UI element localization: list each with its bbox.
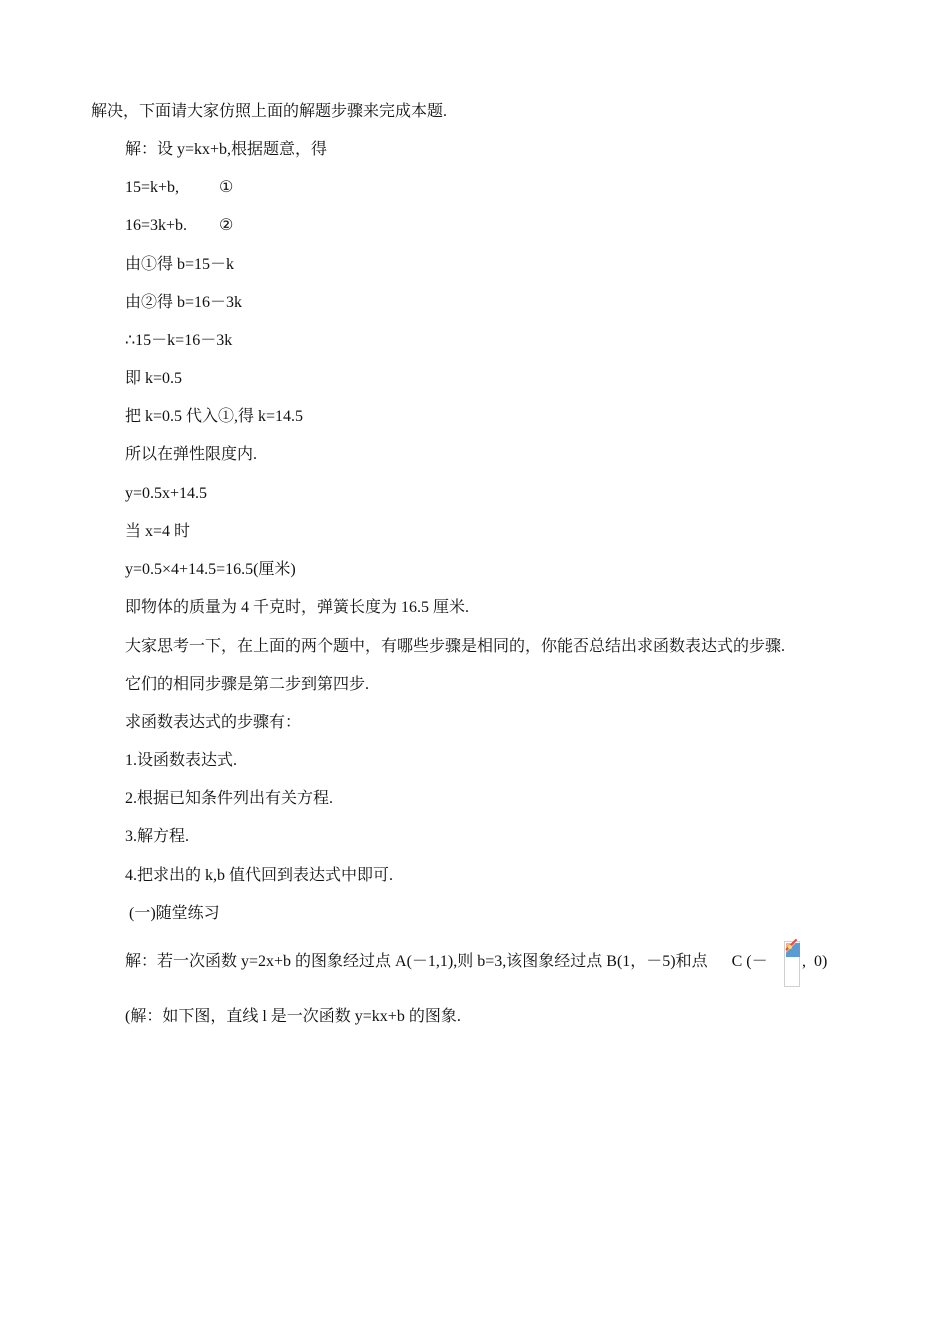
text-line-5: 由①得 b=15－k bbox=[125, 256, 235, 273]
text-line-8: 即 k=0.5 bbox=[125, 370, 183, 387]
text-line-6: 由②得 b=16－3k bbox=[125, 294, 243, 311]
broken-image-icon bbox=[786, 943, 800, 957]
equation-1: 15=k+b, ① bbox=[125, 179, 234, 196]
text-line-16: 它们的相同步骤是第二步到第四步. bbox=[125, 676, 370, 693]
image-placeholder-icon bbox=[784, 941, 800, 987]
text-line-12: 当 x=4 时 bbox=[125, 523, 191, 540]
text-line-10: 所以在弹性限度内. bbox=[125, 446, 258, 463]
text-line-7: ∴15－k=16－3k bbox=[125, 332, 233, 349]
text-line-15: 大家思考一下，在上面的两个题中，有哪些步骤是相同的，你能否总结出求函数表达式的步骤. bbox=[125, 638, 786, 655]
text-line-1: 解决，下面请大家仿照上面的解题步骤来完成本题. bbox=[91, 103, 448, 120]
text-line-11: y=0.5x+14.5 bbox=[125, 485, 208, 502]
text-line-2: 解：设 y=kx+b,根据题意，得 bbox=[125, 141, 328, 158]
step-4: 4.把求出的 k,b 值代回到表达式中即可. bbox=[125, 867, 394, 884]
text-line-14: 即物体的质量为 4 千克时，弹簧长度为 16.5 厘米. bbox=[125, 599, 470, 616]
text-line-9: 把 k=0.5 代入①,得 k=14.5 bbox=[125, 408, 304, 425]
exercise-line-end: , 0) bbox=[802, 953, 828, 970]
text-line-17: 求函数表达式的步骤有： bbox=[125, 714, 302, 731]
step-1: 1.设函数表达式. bbox=[125, 752, 238, 769]
text-line-last: (解：如下图，直线 l 是一次函数 y=kx+b 的图象. bbox=[125, 1008, 461, 1025]
step-2: 2.根据已知条件列出有关方程. bbox=[125, 790, 334, 807]
section-heading: (一)随堂练习 bbox=[125, 905, 220, 922]
equation-2: 16=3k+b. ② bbox=[125, 217, 234, 234]
exercise-line: 解：若一次函数 y=2x+b 的图象经过点 A(－1,1),则 b=3,该图象经过点 B(1，－5)和点 C (－ bbox=[125, 953, 768, 970]
step-3: 3.解方程. bbox=[125, 828, 190, 845]
text-line-13: y=0.5×4+14.5=16.5(厘米) bbox=[125, 561, 296, 578]
